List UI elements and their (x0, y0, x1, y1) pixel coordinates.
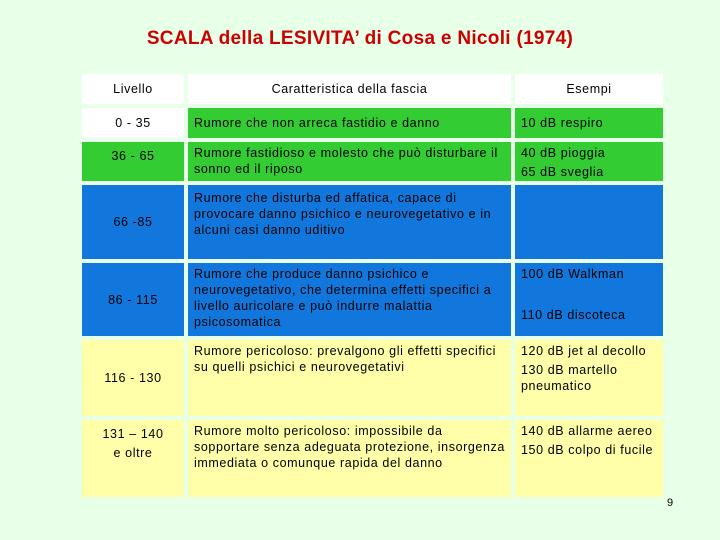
lesivita-table (80, 72, 665, 499)
livello-line: e oltre (113, 446, 153, 460)
caratteristica-cell: Rumore fastidioso e molesto che può disturbare il sonno ed il riposo (186, 140, 513, 183)
esempi-cell (513, 261, 665, 338)
esempio-text: 10 dB respiro (521, 116, 604, 130)
page-number: 9 (667, 497, 674, 509)
caratteristica-cell: Rumore pericoloso: prevalgono gli effetti specifici su quelli psichici e neurovegetativi (186, 338, 513, 418)
esempio-text: 140 dB allarme aereo (521, 424, 653, 438)
caratteristica-cell: Rumore molto pericoloso: impossibile da sopportare senza adeguata protezione, insorgenza immediata o comunque rapida del danno (186, 418, 513, 499)
livello-cell: 86 - 115 (80, 261, 186, 338)
livello-cell: 36 - 65 (80, 140, 186, 183)
esempi-cell (513, 106, 665, 140)
livello-cell (80, 418, 186, 499)
livello-cell: 66 -85 (80, 183, 186, 261)
caratteristica-cell: Rumore che produce danno psichico e neurovegetativo, che determina effetti specifici a livello auricolare e può indurre malattia psicosomatica (186, 261, 513, 338)
caratteristica-cell: Rumore che disturba ed affatica, capace di provocare danno psichico e neurovegetativo e in alcuni casi danno uditivo (186, 183, 513, 261)
header-esempi: Esempi (513, 72, 665, 106)
livello-line: 131 – 140 (102, 427, 164, 441)
esempi-cell (513, 338, 665, 418)
caratteristica-cell: Rumore che non arreca fastidio e danno (186, 106, 513, 140)
livello-cell: 0 - 35 (80, 106, 186, 140)
esempio-text: 65 dB sveglia (521, 165, 604, 179)
esempio-text: 40 dB pioggia (521, 146, 606, 160)
page-title: SCALA della LESIVITA’ di Cosa e Nicoli (1974) (146, 28, 574, 49)
header-caratteristica: Caratteristica della fascia (186, 72, 513, 106)
esempio-text: 110 dB discoteca (521, 308, 626, 322)
esempio-text: 130 dB martello pneumatico (521, 363, 618, 393)
esempi-cell (513, 140, 665, 183)
header-livello: Livello (80, 72, 186, 106)
esempi-cell-empty (513, 183, 665, 261)
esempio-text: 150 dB colpo di fucile (521, 443, 654, 457)
esempio-text: 120 dB jet al decollo (521, 344, 647, 358)
esempi-cell (513, 418, 665, 499)
esempio-text: 100 dB Walkman (521, 267, 625, 281)
livello-cell: 116 - 130 (80, 338, 186, 418)
